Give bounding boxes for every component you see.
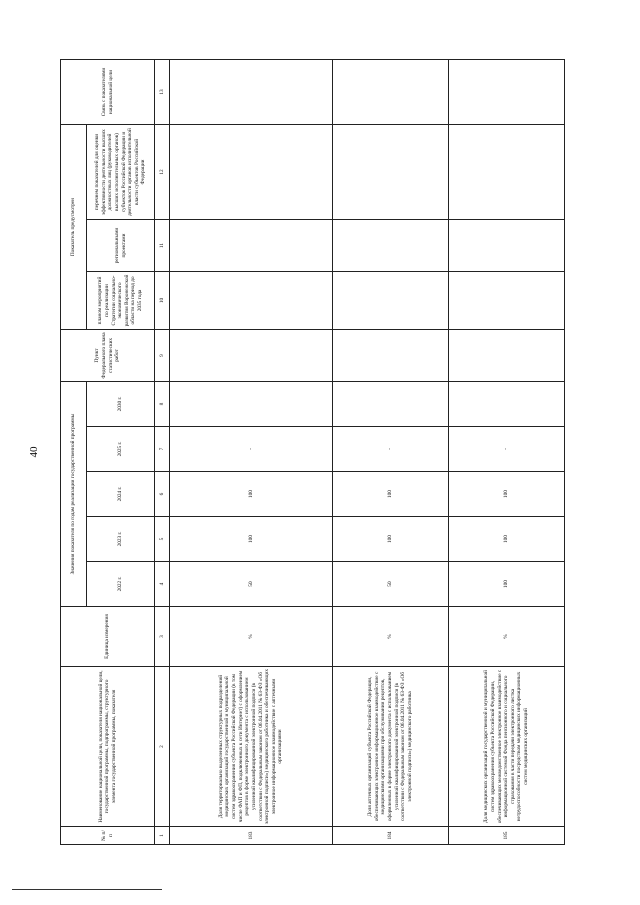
row-unit: % <box>170 607 333 667</box>
value-2022: 50 <box>170 562 333 607</box>
row-name: Доля аптечных организаций субъекта Российской Федерации, обеспечивающих электронное информационное взаимодействие с медицинскими организациями при обслуживании рецептов, оформленных в форме электронного документа с использованием усиленной квалифицированной электронной подписи (в соответствии с Федеральным законом от 06.04.2011 № 63-ФЗ «Об электронной подписи») медицинского работника <box>332 667 448 827</box>
header-unit: Единица измерения <box>61 607 155 667</box>
header-fed-plan: Пункт Федерального плана статистических работ <box>61 330 155 382</box>
row-num: 185 <box>448 827 564 845</box>
value-2023: 100 <box>332 517 448 562</box>
cell-regional-projects <box>448 220 564 272</box>
table-row <box>332 60 448 845</box>
column-number: 3 <box>155 607 170 667</box>
cell-link-goals <box>448 60 564 125</box>
row-name: Доля медицинских организаций государственной и муниципальной систем здравоохранения субъекта Российской Федерации, обеспечивающих межведомственное электронное взаимодействие с информационной системой Фонда пенсионного и социального страхования в части передачи электронного листка нетрудоспособности посредством медицинских информационных систем медицинских организаций <box>448 667 564 827</box>
column-number: 1 <box>155 827 170 845</box>
cell-regional-projects <box>170 220 333 272</box>
header-year-2023: 2023 г. <box>87 517 155 562</box>
page-number: 40 <box>28 446 40 458</box>
row-name: Доля территориально выделенных структурных подразделений медицинских организаций государственной и муниципальной систем здравоохранения субъекта Российской Федерации (в том числе ФАП и ФП, подключенных к сети Интернет) с оформлением рецептов в форме электронного документа с использованием усиленной квалифицированной электронной подписи (в соответствии с Федеральным законом от 06.04.2011 № 63-ФЗ «Об электронной подписи») медицинского работника и обеспечивающих электронное информационное взаимодействие с аптечными организациями <box>170 667 333 827</box>
value-2024: 100 <box>448 472 564 517</box>
value-2025: - <box>332 427 448 472</box>
cell-efficiency-list <box>332 125 448 220</box>
row-num: 184 <box>332 827 448 845</box>
cell-strategy <box>170 272 333 330</box>
value-2023: 100 <box>170 517 333 562</box>
value-2024: 100 <box>170 472 333 517</box>
header-year-2024: 2024 г. <box>87 472 155 517</box>
value-2022: 100 <box>448 562 564 607</box>
value-2022: 50 <box>332 562 448 607</box>
header-year-2022: 2022 г. <box>87 562 155 607</box>
value-2024: 100 <box>332 472 448 517</box>
cell-strategy <box>448 272 564 330</box>
column-number: 10 <box>155 272 170 330</box>
column-number: 9 <box>155 330 170 382</box>
column-number-row <box>155 60 170 845</box>
cell-efficiency-list <box>448 125 564 220</box>
row-unit: % <box>448 607 564 667</box>
cell-efficiency-list <box>170 125 333 220</box>
header-num: № п/п <box>61 827 155 845</box>
column-number: 6 <box>155 472 170 517</box>
table-row <box>170 60 333 845</box>
header-link-goals: Связь с показателями национальной цели <box>61 60 155 125</box>
column-number: 2 <box>155 667 170 827</box>
table-row <box>448 60 564 845</box>
column-number: 11 <box>155 220 170 272</box>
column-number: 12 <box>155 125 170 220</box>
cell-fed-plan <box>170 330 333 382</box>
header-values-group: Значения показателя по годам реализации государственной программы <box>61 382 87 607</box>
header-strategy: планом мероприятий по реализации Стратегии социально-экономического развития Воронежской области на период до 2035 года <box>87 272 155 330</box>
column-number: 8 <box>155 382 170 427</box>
column-number: 5 <box>155 517 170 562</box>
header-regional-projects: региональными проектами <box>87 220 155 272</box>
row-unit: % <box>332 607 448 667</box>
header-year-2030: 2030 г. <box>87 382 155 427</box>
header-provided-group: Показатель предусмотрен <box>61 125 87 330</box>
column-number: 13 <box>155 60 170 125</box>
indicator-table <box>60 59 565 845</box>
cell-link-goals <box>170 60 333 125</box>
cell-regional-projects <box>332 220 448 272</box>
row-num: 183 <box>170 827 333 845</box>
value-2030 <box>448 382 564 427</box>
footnote-divider <box>12 889 162 890</box>
header-name: Наименование национальной цели, показателя национальной цели, государственной программы, подпрограммы, структурного элемента государственной программы, показателя <box>61 667 155 827</box>
value-2030 <box>332 382 448 427</box>
column-number: 4 <box>155 562 170 607</box>
header-year-2025: 2025 г. <box>87 427 155 472</box>
cell-link-goals <box>332 60 448 125</box>
indicator-table-sheet <box>60 60 565 845</box>
column-number: 7 <box>155 427 170 472</box>
header-efficiency-list: перечнем показателей для оценки эффективности деятельности высших должностных лиц (руководителей высших исполнительных органов) субъектов Российской Федерации и деятельности органов исполнительной власти субъектов Российской Федерации <box>87 125 155 220</box>
cell-strategy <box>332 272 448 330</box>
value-2023: 100 <box>448 517 564 562</box>
cell-fed-plan <box>332 330 448 382</box>
value-2025: - <box>170 427 333 472</box>
cell-fed-plan <box>448 330 564 382</box>
value-2030 <box>170 382 333 427</box>
value-2025: - <box>448 427 564 472</box>
